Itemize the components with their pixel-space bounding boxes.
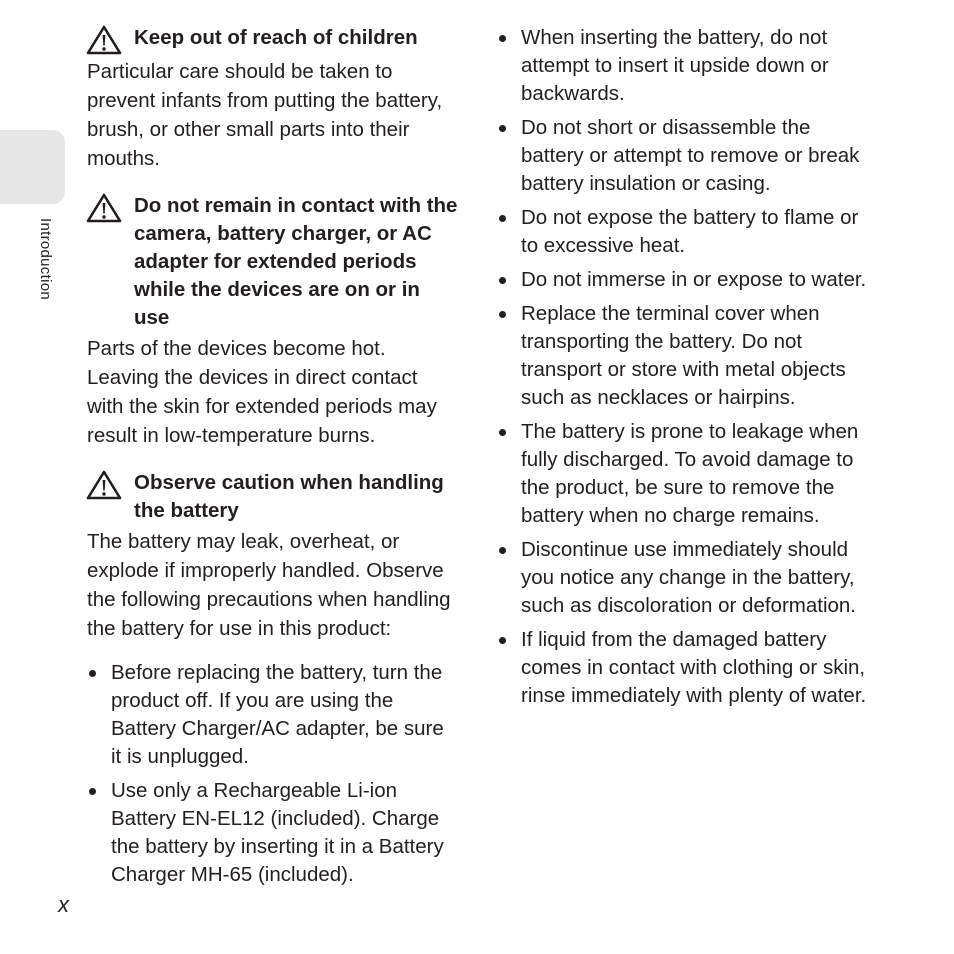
warning-title: Keep out of reach of children [134, 26, 418, 49]
right-column [497, 24, 869, 716]
list-item: Discontinue use immediately should you notice any change in the battery, such as discoloration or deformation. [497, 536, 869, 620]
precaution-list [87, 659, 459, 889]
warning-title: Do not remain in contact with the camera, battery charger, or AC adapter for extended periods while the devices are on or in use [134, 194, 458, 329]
list-item: Replace the terminal cover when transporting the battery. Do not transport or store with metal objects such as necklaces or hairpins. [497, 300, 869, 412]
left-column [87, 24, 459, 908]
warning-body: Particular care should be taken to prevent infants from putting the battery, brush, or other small parts into their mouths. [87, 60, 443, 170]
page-number: x [58, 892, 69, 917]
warning-icon [86, 193, 122, 223]
section-label: Introduction [37, 218, 54, 300]
list-item: Do not expose the battery to flame or to excessive heat. [497, 204, 869, 260]
list-item: Before replacing the battery, turn the product off. If you are using the Battery Charger/AC adapter, be sure it is unplugged. [87, 659, 459, 771]
warning-title: Observe caution when handling the battery [134, 471, 444, 522]
list-item: Do not short or disassemble the battery or attempt to remove or break battery insulation or casing. [497, 114, 869, 198]
list-item: Use only a Rechargeable Li-ion Battery EN-EL12 (included). Charge the battery by inserting it in a Battery Charger MH-65 (included). [87, 777, 459, 889]
warning-children [87, 24, 459, 173]
warning-icon [86, 25, 122, 55]
list-item: The battery is prone to leakage when fully discharged. To avoid damage to the product, be sure to remove the battery when no charge remains. [497, 418, 869, 530]
warning-contact [87, 192, 459, 450]
section-tab [0, 130, 65, 204]
list-item: When inserting the battery, do not attempt to insert it upside down or backwards. [497, 24, 869, 108]
warning-body: Parts of the devices become hot. Leaving the devices in direct contact with the skin for extended periods may result in low-temperature burns. [87, 337, 437, 447]
warning-battery [87, 469, 459, 889]
list-item: Do not immerse in or expose to water. [497, 266, 869, 294]
list-item: If liquid from the damaged battery comes in contact with clothing or skin, rinse immediately with plenty of water. [497, 626, 869, 710]
warning-body: The battery may leak, overheat, or explode if improperly handled. Observe the following precautions when handling the battery for use in this product: [87, 530, 451, 640]
warning-icon [86, 470, 122, 500]
precaution-list [497, 24, 869, 710]
